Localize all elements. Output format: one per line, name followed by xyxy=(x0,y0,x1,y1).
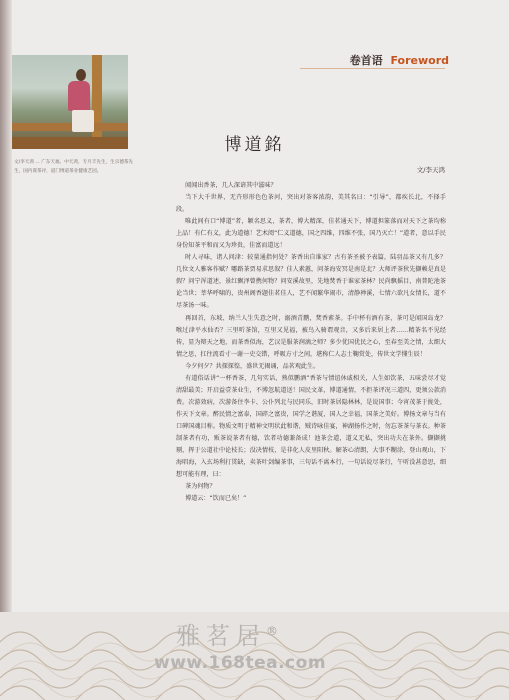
watermark-url: www.168tea.com xyxy=(154,653,327,673)
paragraph: 博道云：“饮而已矣！” xyxy=(185,495,247,503)
watermark-brand: 雅茗居 xyxy=(176,622,266,650)
registered-mark: ® xyxy=(266,624,278,638)
header-rule xyxy=(300,68,445,69)
paragraph: 今夕何夕？共探探徨，盛世无揭诵，品茗观此生。 xyxy=(185,362,320,370)
photo-person-body xyxy=(68,81,90,111)
photo-person-legs xyxy=(72,110,94,132)
paragraph: 唯此间有口“博道”者，颖名思义，茶者，博大精深，佳茗通天下，博道担篆落而对天下之茶均称上品！有仁有义，此为道德！艺术阅“仁义道德，国之四维，四维不张，国乃灭亡！”道者，意以手民身份知茶平和而又为珍贵，佳富而道远！ xyxy=(176,218,446,250)
photo-person-head xyxy=(76,69,86,81)
paragraph: 当下大千世界，无卉形形色色茶河，突出对茶客浓韵，美其名曰：“引导”，都疾长北，不择手段。 xyxy=(176,194,446,214)
article-author: 文/李天鸿 xyxy=(416,166,445,174)
paragraph: 再回首，东坡、纳兰人生失意之时，溺酒青鹏，焚香素茶。手中杯有酒有茶，茶可是闻国岛龙？喉过津平水仙否？三里听茶馆，互里又见福，被鸟入骑谓观音，又多后来居上者……精茶名不见经传，显为辩天之地，而茶香似海，艺汉是服茶润滴之师？多少优国优民之心，至春至美之情，太细大情之思，扛往流看寸一谢一史交错，呼吸方寸之间，堪称仁人志士鞠赏处，传世文学懂生辰！ xyxy=(176,314,446,358)
section-header-en: Foreword xyxy=(390,54,449,67)
paragraph: 闻闻出香茶，几人深谙其中滋味？ xyxy=(185,182,277,189)
paragraph: 时人寻味，诸人问津：较量通指何处？茶香出自谁家？古有茶圣被予表篇，陆羽品茶又有几多？几位文人雅客作赋？哪路茶贾易求思叙？佳人素蕙，问茶海安冥是南是北？大师评茶狄先撷赖是真是假？问宁浑道述，景红飘泽曾携何物？问安溪故里，先地焚香于谁家茶林？民尚飘摇目，南普陀池茶论当世；莘华呼啸的，贵州阁香题佳茗佳人，艺不闻繁华闹市，清静禅溪，七情六欲凡女情长，道不尽茶汤一味。 xyxy=(176,254,446,310)
book-spine xyxy=(0,0,12,700)
photo-caption: 文/李天鸿 ... 广东天福、中天鸿，专月丰先生，生宗德茶先生，国内谋茶评，道门博道茶业健康艺园。 xyxy=(14,160,134,174)
watermark-logo xyxy=(176,616,278,651)
article-title: 博道銘 xyxy=(224,135,285,155)
section-header xyxy=(350,52,449,68)
paragraph: 茶为何物？ xyxy=(185,483,216,491)
article-body xyxy=(176,180,446,505)
paragraph: 有道俗话讲“一杯香茶，几句实话，熟似鹏酒”香茶与情谊休戚相关，人生如饮茶，五味尝尽才觉清甜最美；开启益壹茶业生，不博忽航道送！国民文革，博道通情，不拒茶评况三道四，更须公款消费。次游效病，次游备住李卡、公仆列北与民同乐，旧时茶居隐林林，是说国事；今宵茂茶于拢处，作天下文章。醉民情之富泰，国碎之富贵，国学之谐厦，国人之幸福，国茶之美好。博扬文章与当有口碑国魂目称。物质文明于精神文明状此和谐，贼诗咏佳宴，神湖扬作之时，勿忘茶茶与茶衣。种茶制茶者有功，贩茶说茶者有德，饮者功德兼备成！池茶会道，道义无私，突出功夫在茶外。撷撷挑剔，挥于公道社中论枝长；没决情枝，是非化人皮里阳秋。解茶心清朗，大事不糊涂，登山观山，下海唱海，入玄场利打贯缺，卖茶叶剑编茶事，三句话不离本行，一句话说尽茶行，午听没甚意思，细想可能有理，曰： xyxy=(176,374,446,479)
section-header-cn: 卷首语 xyxy=(349,54,383,67)
